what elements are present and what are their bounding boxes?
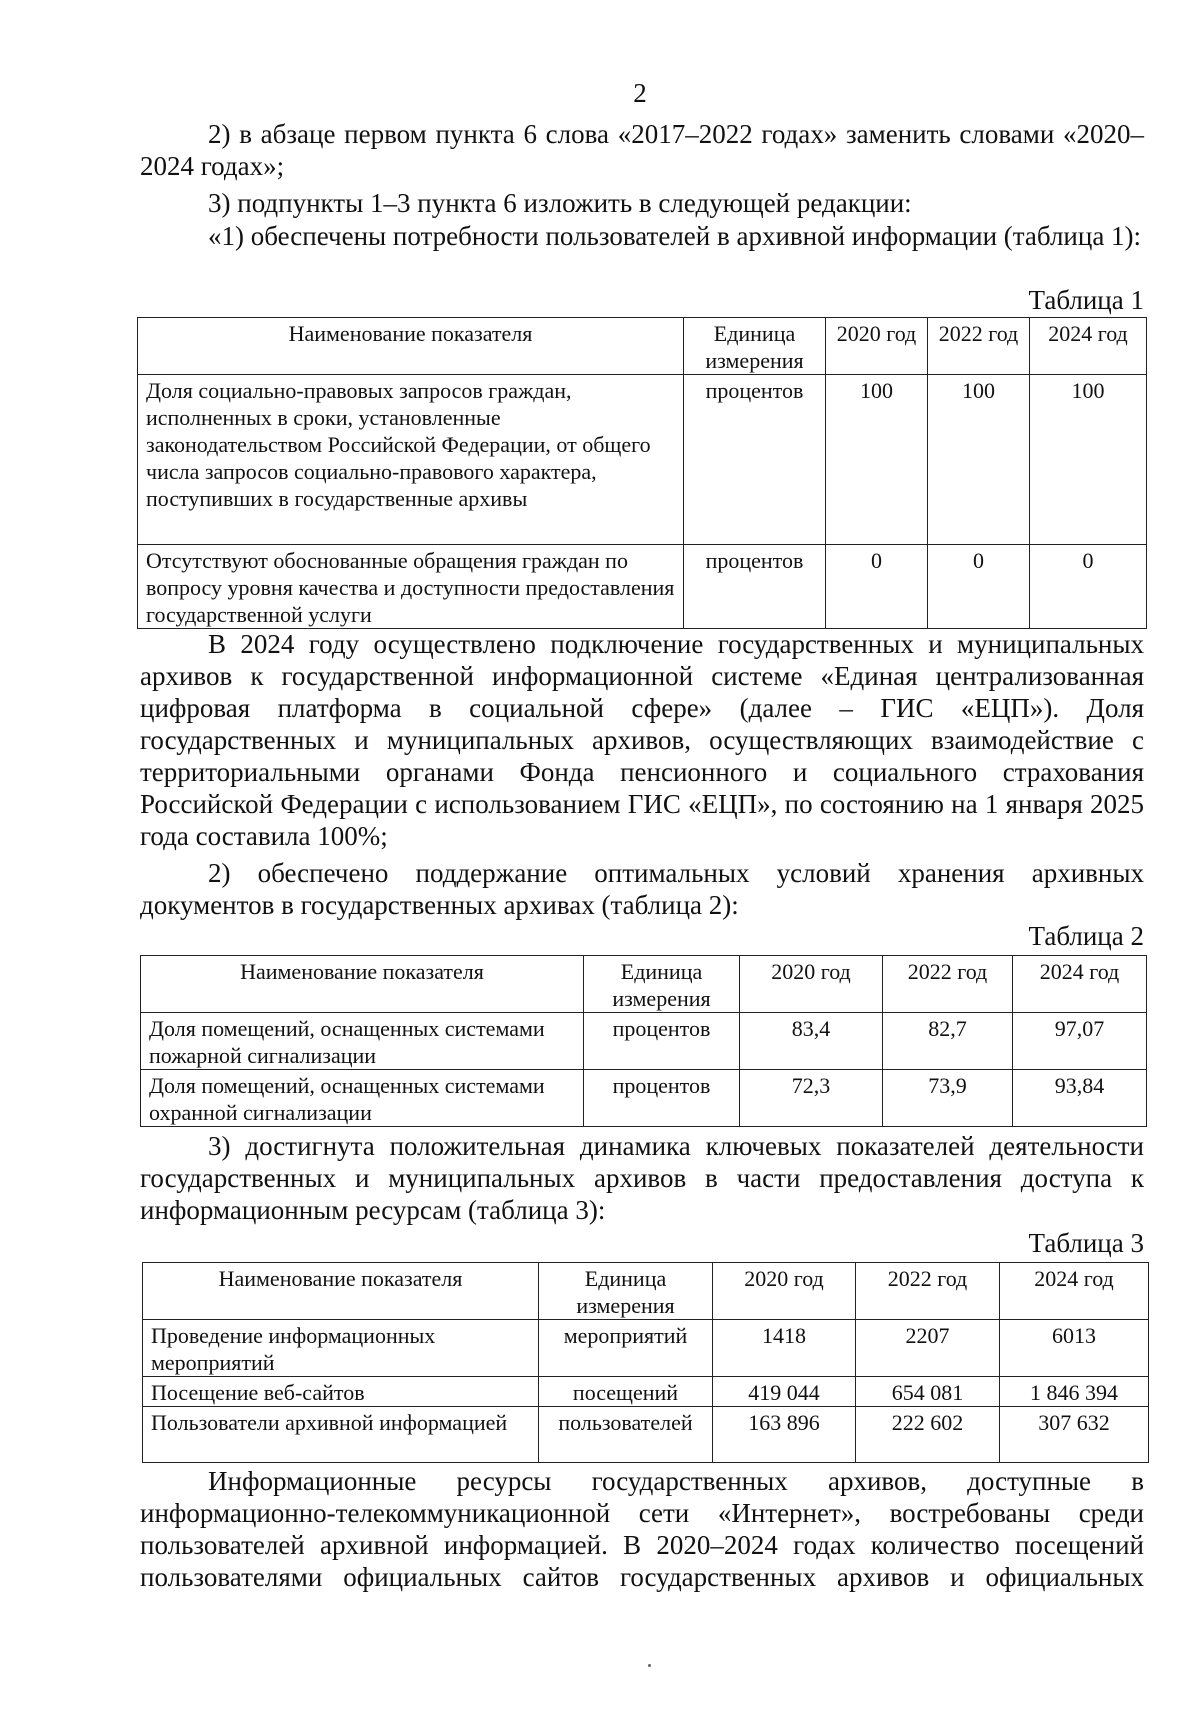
table-row — [143, 1320, 1149, 1377]
table-header-cell: Единица измерения — [584, 956, 740, 1013]
paragraph-4: В 2024 году осуществлено подключение государственных и муниципальных архивов к государственной информационной системе «Единая централизованная цифровая платформа в социальной сфере» (далее – ГИС «ЕЦП»). Доля государственных и муниципальных архивов, осуществляющих взаимодействие с территориальными органами Фонда пенсионного и социального страхования Российской Федерации с использованием ГИС «ЕЦП», по состоянию на 1 января 2025 года составила 100%; — [140, 629, 1144, 851]
table-header-cell: 2020 год — [713, 1263, 856, 1320]
table-row — [141, 1013, 1147, 1070]
table-row — [143, 1407, 1149, 1463]
table-cell: 83,4 — [740, 1013, 883, 1070]
table-cell: процентов — [684, 545, 826, 629]
table-1-caption: Таблица 1 — [1028, 285, 1144, 315]
table-row — [143, 1377, 1149, 1407]
table-2 — [140, 955, 1147, 1127]
table-cell: 93,84 — [1013, 1070, 1147, 1127]
table-header-cell: Наименование показателя — [138, 318, 684, 375]
table-cell: 82,7 — [883, 1013, 1013, 1070]
table-header-cell: 2022 год — [856, 1263, 1000, 1320]
table-cell: 1 846 394 — [1000, 1377, 1149, 1407]
table-cell: 0 — [1030, 545, 1147, 629]
table-cell: Доля помещений, оснащенных системами охранной сигнализации — [141, 1070, 584, 1127]
table-cell: 163 896 — [713, 1407, 856, 1463]
table-row — [138, 545, 1147, 629]
table-cell: 73,9 — [883, 1070, 1013, 1127]
table-cell: 419 044 — [713, 1377, 856, 1407]
page-number: 2 — [633, 78, 647, 108]
table-2-caption: Таблица 2 — [1028, 921, 1144, 951]
table-header-cell: 2024 год — [1000, 1263, 1149, 1320]
paragraph-6: 3) достигнута положительная динамика ключевых показателей деятельности государственных и муниципальных архивов в части предоставления доступа к информационным ресурсам (таблица 3): — [140, 1131, 1144, 1225]
table-cell: посещений — [539, 1377, 713, 1407]
table-cell: процентов — [584, 1070, 740, 1127]
paragraph-2: 3) подпункты 1–3 пункта 6 изложить в следующей редакции: — [208, 188, 912, 218]
paragraph-3: «1) обеспечены потребности пользователей в архивной информации (таблица 1): — [208, 221, 1142, 251]
table-cell: 2207 — [856, 1320, 1000, 1377]
table-cell: 222 602 — [856, 1407, 1000, 1463]
table-cell: Отсутствуют обоснованные обращения граждан по вопросу уровня качества и доступности предоставления государственной услуги — [138, 545, 684, 629]
table-header-cell: 2020 год — [826, 318, 928, 375]
table-header-cell: Единица измерения — [684, 318, 826, 375]
table-header-cell: 2022 год — [883, 956, 1013, 1013]
table-cell: Пользователи архивной информацией — [143, 1407, 539, 1463]
paragraph-7: Информационные ресурсы государственных архивов, доступные в информационно-телекоммуникационной сети «Интернет», востребованы среди пользователей архивной информацией. В 2020–2024 годах количество посещений пользователями официальных сайтов государственных архивов и официальных — [140, 1466, 1144, 1592]
table-row — [138, 375, 1147, 545]
scan-speck — [648, 1664, 651, 1667]
table-cell: 6013 — [1000, 1320, 1149, 1377]
table-cell: 1418 — [713, 1320, 856, 1377]
table-cell: 100 — [928, 375, 1030, 545]
table-header-cell: Наименование показателя — [143, 1263, 539, 1320]
table-cell: процентов — [684, 375, 826, 545]
table-header-cell: 2024 год — [1013, 956, 1147, 1013]
table-cell: 97,07 — [1013, 1013, 1147, 1070]
table-cell: 0 — [928, 545, 1030, 629]
table-1 — [137, 317, 1147, 629]
table-cell: 654 081 — [856, 1377, 1000, 1407]
table-cell: 100 — [1030, 375, 1147, 545]
table-cell: 0 — [826, 545, 928, 629]
table-cell: Доля социально-правовых запросов граждан, исполненных в сроки, установленные законодательством Российской Федерации, от общего числа запросов социально-правового характера, поступивших в государственные архивы — [138, 375, 684, 545]
table-cell: пользователей — [539, 1407, 713, 1463]
paragraph-5: 2) обеспечено поддержание оптимальных условий хранения архивных документов в государственных архивах (таблица 2): — [140, 858, 1144, 920]
table-header-cell: Наименование показателя — [141, 956, 584, 1013]
table-cell: процентов — [584, 1013, 740, 1070]
table-cell: 72,3 — [740, 1070, 883, 1127]
table-cell: Доля помещений, оснащенных системами пожарной сигнализации — [141, 1013, 584, 1070]
table-3-caption: Таблица 3 — [1028, 1228, 1144, 1258]
table-header-cell: 2024 год — [1030, 318, 1147, 375]
table-cell: Проведение информационных мероприятий — [143, 1320, 539, 1377]
table-cell: 100 — [826, 375, 928, 545]
table-header-cell: 2020 год — [740, 956, 883, 1013]
table-cell: 307 632 — [1000, 1407, 1149, 1463]
paragraph-1: 2) в абзаце первом пункта 6 слова «2017–2022 годах» заменить словами «2020–2024 годах»; — [140, 119, 1144, 181]
table-header-cell: 2022 год — [928, 318, 1030, 375]
table-cell: мероприятий — [539, 1320, 713, 1377]
table-row — [141, 1070, 1147, 1127]
table-cell: Посещение веб-сайтов — [143, 1377, 539, 1407]
table-3 — [142, 1262, 1149, 1463]
table-header-cell: Единица измерения — [539, 1263, 713, 1320]
